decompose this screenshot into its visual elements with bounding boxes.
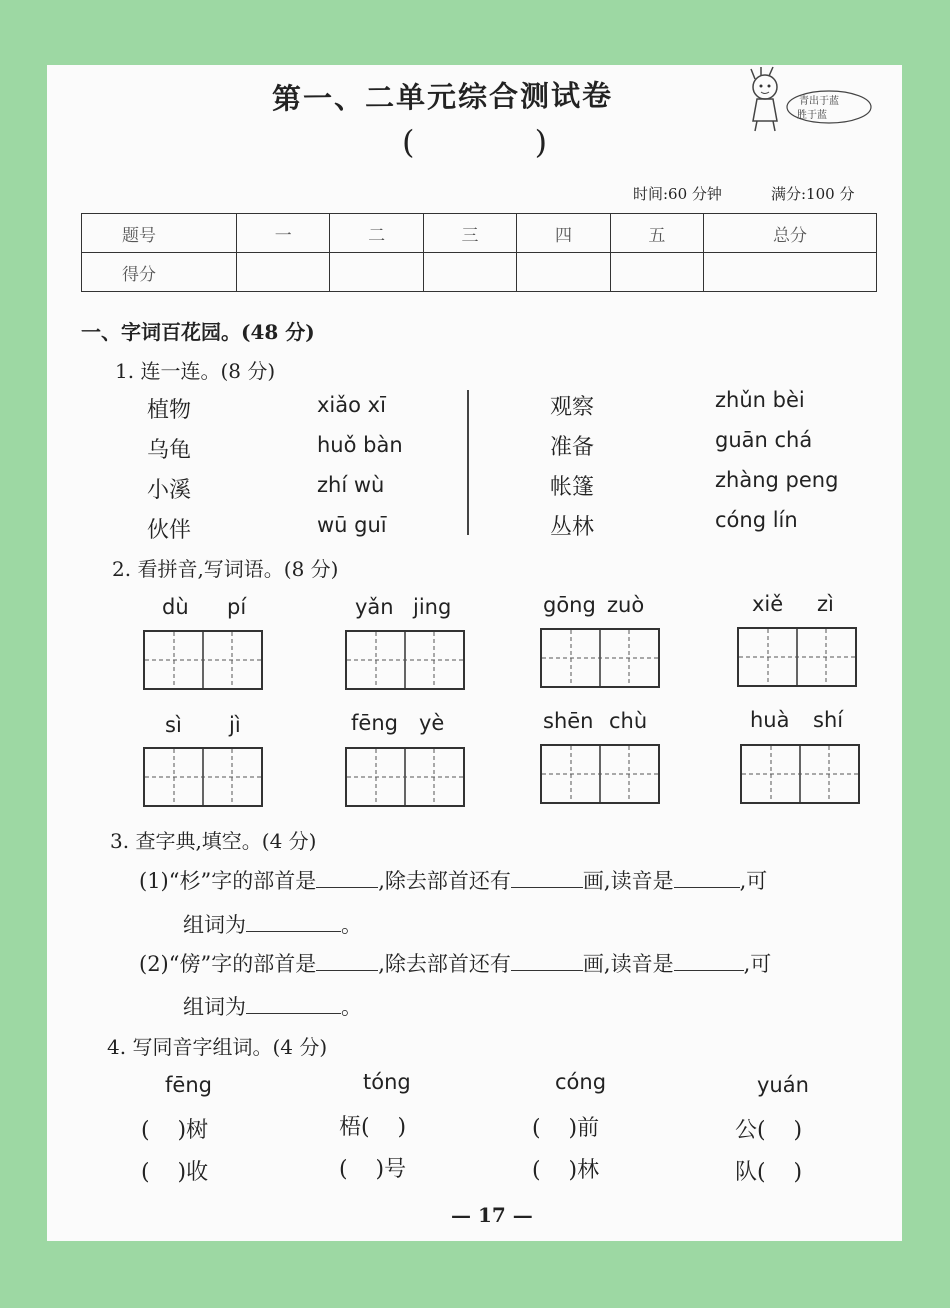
q3-text: ,除去部首还有 (378, 869, 511, 893)
score-cell[interactable] (610, 253, 703, 292)
score-header-cell: 题号 (82, 214, 237, 253)
q3-blank[interactable] (674, 865, 740, 888)
q1-right-word: 观察 (550, 395, 595, 420)
q1-left-word: 小溪 (147, 478, 192, 503)
score-header-row (82, 214, 877, 253)
q1-left-pinyin: xiǎo xī (317, 393, 386, 417)
score-header-cell: 一 (237, 214, 330, 253)
q1-left-pinyin: wū guī (317, 513, 387, 537)
writing-grid[interactable] (540, 628, 660, 688)
score-cell[interactable] (423, 253, 516, 292)
writing-grid[interactable] (143, 630, 263, 690)
q3-title: 3. 查字典,填空。(4 分) (110, 829, 317, 853)
q1-right-pinyin: guān chá (715, 428, 813, 452)
mascot-text-1: 青出于蓝 (799, 96, 839, 107)
q3-text: (1)“杉”字的部首是 (139, 869, 317, 893)
q2-pinyin: gōng (543, 593, 596, 617)
score-cell[interactable] (517, 253, 610, 292)
q3-text: ,除去部首还有 (378, 952, 511, 976)
writing-grid[interactable] (540, 744, 660, 804)
q3-blank[interactable] (511, 865, 583, 888)
score-cell[interactable] (704, 253, 877, 292)
score-header-cell: 四 (517, 214, 610, 253)
q2-pinyin: yè (419, 711, 445, 735)
score-cell[interactable] (330, 253, 423, 292)
q3-blank[interactable] (316, 865, 378, 888)
page-title: 第一、二单元综合测试卷 (271, 78, 614, 116)
q3-line-1b (183, 909, 362, 939)
score-table (81, 213, 877, 292)
q3-line-1 (139, 865, 767, 895)
q1-right-pinyin: zhǔn bèi (715, 388, 805, 412)
q2-pinyin: chù (609, 709, 648, 733)
class-name-blank: ( ) (402, 123, 548, 161)
q4-pinyin: cóng (555, 1070, 607, 1094)
q2-pinyin: pí (227, 595, 247, 619)
q2-pinyin: yǎn (355, 595, 394, 619)
q1-right-word: 准备 (550, 435, 595, 460)
q2-pinyin: shēn (543, 709, 594, 733)
writing-grid[interactable] (345, 630, 465, 690)
q1-divider (467, 390, 469, 535)
q3-text: 画,读音是 (582, 869, 674, 893)
q1-left-word: 伙伴 (147, 518, 192, 543)
q4-item[interactable]: 公( ) (735, 1118, 803, 1143)
page-number: — 17 — (451, 1203, 533, 1227)
q3-blank[interactable] (246, 991, 341, 1014)
writing-grid[interactable] (143, 747, 263, 807)
q4-item[interactable]: ( )林 (532, 1158, 600, 1183)
q2-pinyin: fēng (351, 711, 398, 735)
q4-title: 4. 写同音字组词。(4 分) (107, 1035, 328, 1059)
q1-left-word: 乌龟 (147, 438, 192, 463)
score-header-cell: 总分 (704, 214, 877, 253)
q3-line-2 (139, 948, 771, 978)
mascot-text-2: 胜于蓝 (797, 110, 827, 121)
q3-text: 。 (341, 995, 362, 1019)
q2-pinyin: sì (165, 713, 182, 737)
worksheet-page (47, 65, 902, 1241)
full-score: 满分:100 分 (771, 185, 855, 203)
writing-grid[interactable] (345, 747, 465, 807)
score-header-cell: 三 (423, 214, 516, 253)
q2-pinyin: jì (229, 713, 241, 737)
q3-line-2b (183, 991, 362, 1021)
q3-blank[interactable] (511, 948, 583, 971)
q3-blank[interactable] (316, 948, 378, 971)
mascot-logo (737, 65, 877, 135)
score-header-cell: 二 (330, 214, 423, 253)
q4-item[interactable]: ( )前 (532, 1116, 600, 1141)
q4-pinyin: fēng (165, 1073, 212, 1097)
q2-title: 2. 看拼音,写词语。(8 分) (112, 557, 339, 581)
q2-pinyin: jing (413, 595, 452, 619)
q3-blank[interactable] (674, 948, 744, 971)
q1-left-pinyin: huǒ bàn (317, 433, 403, 457)
q3-text: ,可 (743, 952, 772, 976)
q3-text: 画,读音是 (582, 952, 674, 976)
writing-grid[interactable] (740, 744, 860, 804)
q1-left-word: 植物 (147, 398, 192, 423)
q1-left-pinyin: zhí wù (317, 473, 385, 497)
q4-item[interactable]: 梧( ) (339, 1115, 407, 1140)
score-row (82, 253, 877, 292)
q2-pinyin: zuò (607, 593, 645, 617)
q1-right-word: 帐篷 (550, 475, 595, 500)
q3-text: 组词为 (183, 913, 246, 937)
q1-right-word: 丛林 (550, 515, 595, 540)
section-1-title: 一、字词百花园。(48 分) (81, 320, 315, 344)
q2-pinyin: huà (750, 708, 790, 732)
q3-text: 组词为 (183, 995, 246, 1019)
q2-pinyin: dù (162, 595, 189, 619)
q4-item[interactable]: 队( ) (735, 1160, 803, 1185)
q4-item[interactable]: ( )号 (339, 1157, 407, 1182)
q3-text: (2)“傍”字的部首是 (139, 952, 317, 976)
q4-item[interactable]: ( )收 (141, 1160, 209, 1185)
q2-pinyin: shí (813, 708, 844, 732)
writing-grid[interactable] (737, 627, 857, 687)
score-row-label: 得分 (82, 253, 237, 292)
time-limit: 时间:60 分钟 (633, 185, 722, 203)
q3-text: ,可 (739, 869, 768, 893)
q2-pinyin: xiě (752, 592, 784, 616)
q4-pinyin: yuán (757, 1073, 809, 1097)
q3-blank[interactable] (246, 909, 341, 932)
q3-text: 。 (341, 913, 362, 937)
q2-pinyin: zì (817, 592, 834, 616)
q1-title: 1. 连一连。(8 分) (115, 359, 276, 383)
q1-right-pinyin: zhàng peng (715, 468, 839, 492)
score-cell[interactable] (237, 253, 330, 292)
q4-item[interactable]: ( )树 (141, 1118, 209, 1143)
q4-pinyin: tóng (363, 1070, 411, 1094)
score-header-cell: 五 (610, 214, 703, 253)
q1-right-pinyin: cóng lín (715, 508, 798, 532)
